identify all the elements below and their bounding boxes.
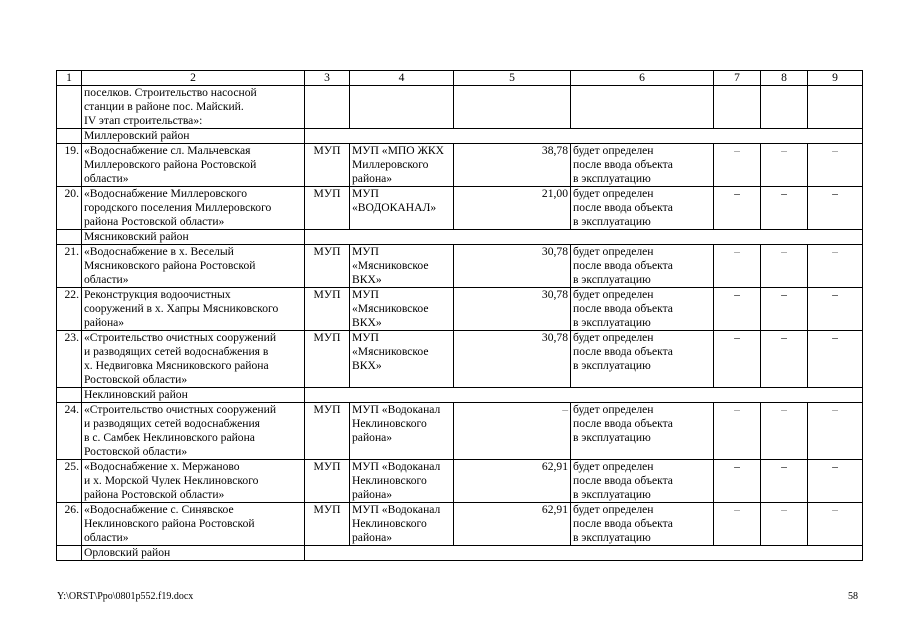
status-cell-line: будет определен [573,187,654,200]
district-row [57,129,863,144]
status-cell [571,288,714,331]
status-cell [571,187,714,230]
column-number: 9 [808,71,863,86]
col9-value: – [808,245,863,288]
status-cell [571,503,714,546]
project-name-cell-line: Мясниковского района Ростовской [84,259,256,272]
empty-cell [571,86,714,129]
status-cell-line: после ввода объекта [573,302,673,315]
organization-form: МУП [305,144,350,187]
column-number-row [57,71,863,86]
project-name-cell-line: и х. Морской Чулек Неклиновского [84,474,259,487]
operator-cell [350,503,454,546]
cost-value: 21,00 [454,187,571,230]
project-name-cell-line: Ростовской области» [84,445,188,458]
status-cell-line: в эксплуатацию [573,172,651,185]
col9-value: – [808,331,863,388]
operator-cell-line: района» [352,531,393,544]
project-name-cell [82,403,305,460]
column-number: 4 [350,71,454,86]
col9-value: – [808,187,863,230]
operator-cell-line: МУП «Водоканал [352,403,441,416]
row-number: 23. [57,331,82,388]
project-name-cell-line: «Водоснабжение сл. Мальчевская [84,144,251,157]
project-name-cell [82,187,305,230]
empty-cell [57,129,82,144]
col7-value: – [714,187,761,230]
operator-cell-line: МУП «МПО ЖКХ [352,144,445,157]
col7-value: – [714,403,761,460]
project-name-cell-line: Ростовской области» [84,373,188,386]
footer-file-path: Y:\ORST\Ppo\0801p552.f19.docx [57,591,194,602]
operator-cell-line: «Мясниковское [352,345,429,358]
col8-value: – [761,503,808,546]
operator-cell-line: района» [352,431,393,444]
col7-value: – [714,503,761,546]
cost-value: – [454,403,571,460]
organization-form: МУП [305,187,350,230]
row-number: 25. [57,460,82,503]
operator-cell-line: района» [352,172,393,185]
cost-value: 30,78 [454,245,571,288]
organization-form: МУП [305,503,350,546]
project-name-cell [82,245,305,288]
project-name-cell-line: «Строительство очистных сооружений [84,331,277,344]
table-row [57,245,863,288]
district-spacer [305,546,863,561]
status-cell-line: после ввода объекта [573,417,673,430]
organization-form: МУП [305,331,350,388]
cost-value: 30,78 [454,288,571,331]
district-name: Орловский район [82,546,305,561]
col8-value: – [761,144,808,187]
operator-cell-line: ВКХ» [352,359,382,372]
row-number-cell [57,86,82,129]
status-cell-line: будет определен [573,503,654,516]
operator-cell-line: МУП «Водоканал [352,460,441,473]
operator-cell-line: района» [352,488,393,501]
status-cell-line: в эксплуатацию [573,531,651,544]
project-name-cell-line: сооружений в х. Хапры Мясниковского [84,302,279,315]
table-row [57,403,863,460]
project-name-cell-line: Неклиновского района Ростовской [84,517,255,530]
operator-cell [350,403,454,460]
operator-cell-line: МУП [352,331,379,344]
table-row [57,187,863,230]
project-name-cell-line: «Водоснабжение х. Мержаново [84,460,240,473]
empty-cell [57,546,82,561]
operator-cell-line: ВКХ» [352,316,382,329]
project-name-cell-line: «Водоснабжение Миллеровского [84,187,248,200]
col7-value: – [714,245,761,288]
col8-value: – [761,460,808,503]
status-cell-line: будет определен [573,144,654,157]
cost-value: 30,78 [454,331,571,388]
status-cell-line: после ввода объекта [573,474,673,487]
status-cell-line: в эксплуатацию [573,359,651,372]
table-row [57,288,863,331]
district-spacer [305,230,863,245]
column-number: 1 [57,71,82,86]
project-name-cell-line: района» [84,316,125,329]
project-name-cell-line: и разводящих сетей водоснабжения [84,417,260,430]
column-number: 6 [571,71,714,86]
district-name: Мясниковский район [82,230,305,245]
empty-cell [350,86,454,129]
status-cell-line: в эксплуатацию [573,273,651,286]
col8-value: – [761,331,808,388]
col8-value: – [761,187,808,230]
row-number: 20. [57,187,82,230]
column-number: 5 [454,71,571,86]
col7-value: – [714,288,761,331]
project-name-cell-line: в с. Самбек Неклиновского района [84,431,255,444]
operator-cell [350,245,454,288]
operator-cell-line: МУП [352,245,379,258]
district-row [57,388,863,403]
project-name-cell-line: поселков. Строительство насосной [84,86,257,99]
document-table [56,70,863,561]
cost-value: 62,91 [454,460,571,503]
row-number: 21. [57,245,82,288]
col9-value: – [808,288,863,331]
status-cell-line: после ввода объекта [573,259,673,272]
project-name-cell-line: области» [84,531,129,544]
cost-value: 62,91 [454,503,571,546]
operator-cell-line: Неклиновского [352,517,427,530]
project-name-cell-line: Миллеровского района Ростовской [84,158,257,171]
status-cell-line: после ввода объекта [573,517,673,530]
operator-cell-line: Неклиновского [352,474,427,487]
district-row [57,230,863,245]
row-number: 26. [57,503,82,546]
column-number: 2 [82,71,305,86]
status-cell-line: в эксплуатацию [573,488,651,501]
status-cell-line: будет определен [573,245,654,258]
project-name-cell-line: области» [84,273,129,286]
project-name-cell [82,460,305,503]
col8-value: – [761,245,808,288]
project-name-cell-line: района Ростовской области» [84,488,225,501]
status-cell [571,331,714,388]
project-name-cell-line: «Строительство очистных сооружений [84,403,277,416]
project-name-cell [82,288,305,331]
footer-page-number: 58 [848,591,858,602]
status-cell-line: в эксплуатацию [573,215,651,228]
empty-cell [57,230,82,245]
table-row [57,503,863,546]
status-cell [571,144,714,187]
col9-value: – [808,144,863,187]
district-name: Неклиновский район [82,388,305,403]
operator-cell-line: МУП «Водоканал [352,503,441,516]
project-name-cell-line: «Водоснабжение в х. Веселый [84,245,234,258]
table-row [57,331,863,388]
organization-form: МУП [305,288,350,331]
project-name-cell-line: и разводящих сетей водоснабжения в [84,345,269,358]
col7-value: – [714,331,761,388]
project-name-cell [82,86,305,129]
project-name-cell-line: района Ростовской области» [84,215,225,228]
table-row [57,460,863,503]
status-cell-line: после ввода объекта [573,201,673,214]
empty-cell [57,388,82,403]
operator-cell-line: ВКХ» [352,273,382,286]
operator-cell [350,288,454,331]
operator-cell-line: Неклиновского [352,417,427,430]
status-cell-line: будет определен [573,331,654,344]
col8-value: – [761,403,808,460]
empty-cell [808,86,863,129]
operator-cell [350,331,454,388]
operator-cell-line: МУП [352,288,379,301]
status-cell [571,403,714,460]
project-name-cell-line: «Водоснабжение с. Синявское [84,503,234,516]
table-row [57,144,863,187]
operator-cell-line: «Мясниковское [352,259,429,272]
status-cell-line: в эксплуатацию [573,431,651,444]
operator-cell [350,144,454,187]
status-cell-line: будет определен [573,288,654,301]
continuation-row [57,86,863,129]
district-row [57,546,863,561]
status-cell-line: после ввода объекта [573,345,673,358]
col9-value: – [808,460,863,503]
operator-cell-line: «ВОДОКАНАЛ» [352,201,437,214]
district-spacer [305,388,863,403]
project-name-cell [82,331,305,388]
empty-cell [454,86,571,129]
project-name-cell-line: Реконструкция водоочистных [84,288,231,301]
row-number: 22. [57,288,82,331]
empty-cell [305,86,350,129]
col8-value: – [761,288,808,331]
status-cell [571,460,714,503]
project-name-cell-line: х. Недвиговка Мясниковского района [84,359,269,372]
operator-cell [350,460,454,503]
cost-value: 38,78 [454,144,571,187]
status-cell-line: в эксплуатацию [573,316,651,329]
project-name-cell-line: области» [84,172,129,185]
status-cell-line: будет определен [573,403,654,416]
row-number: 19. [57,144,82,187]
operator-cell-line: «Мясниковское [352,302,429,315]
district-spacer [305,129,863,144]
district-name: Миллеровский район [82,129,305,144]
project-name-cell [82,503,305,546]
operator-cell-line: МУП [352,187,379,200]
column-number: 8 [761,71,808,86]
project-name-cell-line: станции в районе пос. Майский. [84,100,244,113]
organization-form: МУП [305,245,350,288]
empty-cell [714,86,761,129]
operator-cell [350,187,454,230]
row-number: 24. [57,403,82,460]
status-cell [571,245,714,288]
status-cell-line: после ввода объекта [573,158,673,171]
empty-cell [761,86,808,129]
col9-value: – [808,403,863,460]
col9-value: – [808,503,863,546]
column-number: 7 [714,71,761,86]
column-number: 3 [305,71,350,86]
col7-value: – [714,460,761,503]
status-cell-line: будет определен [573,460,654,473]
organization-form: МУП [305,460,350,503]
organization-form: МУП [305,403,350,460]
col7-value: – [714,144,761,187]
operator-cell-line: Миллеровского [352,158,429,171]
project-name-cell-line: IV этап строительства»: [84,114,203,127]
project-name-cell [82,144,305,187]
project-name-cell-line: городского поселения Миллеровского [84,201,272,214]
